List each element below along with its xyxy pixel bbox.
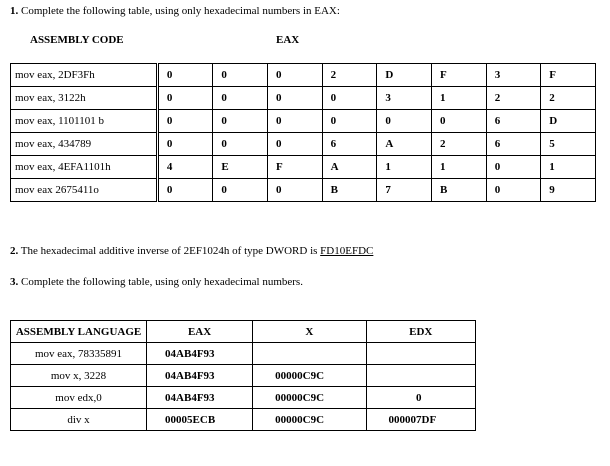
- question-3: [10, 276, 303, 288]
- question-1-text: Complete the following table, using only hexadecimal numbers in EAX:: [18, 5, 340, 17]
- question-3-text: Complete the following table, using only hexadecimal numbers.: [18, 276, 303, 288]
- question-1: [10, 5, 340, 17]
- table2-header-cell: X: [253, 321, 366, 343]
- hex-digit-cell: 0: [213, 87, 268, 110]
- table2-row: [11, 387, 476, 409]
- hex-digit-cell: 6: [486, 133, 541, 156]
- hex-digit-cell: 0: [268, 110, 323, 133]
- hex-digit-cell: 3: [377, 87, 432, 110]
- hex-digit-cell: F: [541, 64, 596, 87]
- assembly-instruction-cell: div x: [11, 409, 147, 431]
- question-1-number: 1.: [10, 5, 19, 17]
- question-2: [10, 245, 373, 257]
- register-value-cell: [366, 343, 475, 365]
- table1-row: [11, 64, 596, 87]
- assembly-code-cell: mov eax, 4EFA1101h: [11, 156, 158, 179]
- table2-header-cell: EDX: [366, 321, 475, 343]
- assembly-code-cell: mov eax, 2DF3Fh: [11, 64, 158, 87]
- assembly-instruction-cell: mov edx,0: [11, 387, 147, 409]
- register-value-cell: 00000C9C: [253, 365, 366, 387]
- assembly-code-cell: mov eax, 434789: [11, 133, 158, 156]
- hex-digit-cell: 0: [157, 64, 213, 87]
- table1-row: [11, 110, 596, 133]
- hex-digit-cell: 1: [377, 156, 432, 179]
- table1-row: [11, 156, 596, 179]
- hex-digit-cell: 0: [268, 87, 323, 110]
- hex-digit-cell: 0: [486, 179, 541, 202]
- table2-header-cell: EAX: [147, 321, 253, 343]
- hex-digit-cell: B: [432, 179, 487, 202]
- hex-digit-cell: 6: [322, 133, 377, 156]
- question-2-answer: FD10EFDC: [320, 245, 374, 257]
- hex-digit-cell: 4: [157, 156, 213, 179]
- assembly-code-cell: mov eax 2675411o: [11, 179, 158, 202]
- hex-digit-cell: 0: [268, 179, 323, 202]
- hex-digit-cell: 1: [432, 156, 487, 179]
- hex-digit-cell: E: [213, 156, 268, 179]
- hex-digit-cell: 1: [541, 156, 596, 179]
- hex-digit-cell: 0: [268, 133, 323, 156]
- table2-row: [11, 365, 476, 387]
- assembly-code-cell: mov eax, 1101101 b: [11, 110, 158, 133]
- hex-digit-cell: 0: [213, 110, 268, 133]
- hex-digit-cell: 6: [486, 110, 541, 133]
- table2-header-cell: ASSEMBLY LANGUAGE: [11, 321, 147, 343]
- hex-digit-cell: 0: [432, 110, 487, 133]
- register-value-cell: 000007DF: [366, 409, 475, 431]
- hex-digit-cell: 2: [486, 87, 541, 110]
- hex-digit-cell: 7: [377, 179, 432, 202]
- hex-digit-cell: 9: [541, 179, 596, 202]
- table1-row: [11, 87, 596, 110]
- registers-table: [10, 320, 476, 431]
- hex-digit-cell: 0: [157, 110, 213, 133]
- question-3-number: 3.: [10, 276, 19, 288]
- hex-digit-cell: 0: [213, 133, 268, 156]
- table2-row: [11, 343, 476, 365]
- hex-digit-cell: 2: [541, 87, 596, 110]
- hex-digit-cell: 0: [157, 87, 213, 110]
- hex-digit-cell: 0: [377, 110, 432, 133]
- hex-digit-cell: 0: [322, 110, 377, 133]
- assembly-code-cell: mov eax, 3122h: [11, 87, 158, 110]
- assembly-instruction-cell: mov eax, 78335891: [11, 343, 147, 365]
- table2-header-row: [11, 321, 476, 343]
- register-value-cell: 0: [366, 387, 475, 409]
- hex-digit-cell: 0: [213, 179, 268, 202]
- hex-digit-cell: 2: [322, 64, 377, 87]
- hex-digit-cell: 0: [486, 156, 541, 179]
- register-value-cell: 00000C9C: [253, 409, 366, 431]
- assembly-instruction-cell: mov x, 3228: [11, 365, 147, 387]
- register-value-cell: 04AB4F93: [147, 365, 253, 387]
- hex-digit-cell: 0: [213, 64, 268, 87]
- register-value-cell: 00005ECB: [147, 409, 253, 431]
- hex-digit-cell: A: [322, 156, 377, 179]
- hex-digit-cell: 5: [541, 133, 596, 156]
- table1-header-assembly-code: ASSEMBLY CODE: [30, 34, 124, 46]
- hex-digit-cell: D: [377, 64, 432, 87]
- table1-row: [11, 133, 596, 156]
- table1-row: [11, 179, 596, 202]
- hex-digit-cell: D: [541, 110, 596, 133]
- eax-hex-table: [10, 63, 596, 202]
- hex-digit-cell: 0: [268, 64, 323, 87]
- hex-digit-cell: 1: [432, 87, 487, 110]
- hex-digit-cell: B: [322, 179, 377, 202]
- table2-row: [11, 409, 476, 431]
- hex-digit-cell: 0: [157, 179, 213, 202]
- hex-digit-cell: 3: [486, 64, 541, 87]
- hex-digit-cell: 0: [322, 87, 377, 110]
- table1-header-eax: EAX: [276, 34, 300, 46]
- question-2-text: The hexadecimal additive inverse of 2EF1024h of type DWORD is: [18, 245, 321, 257]
- register-value-cell: 04AB4F93: [147, 387, 253, 409]
- hex-digit-cell: 2: [432, 133, 487, 156]
- hex-digit-cell: 0: [157, 133, 213, 156]
- hex-digit-cell: F: [432, 64, 487, 87]
- register-value-cell: 00000C9C: [253, 387, 366, 409]
- register-value-cell: [253, 343, 366, 365]
- hex-digit-cell: F: [268, 156, 323, 179]
- register-value-cell: [366, 365, 475, 387]
- question-2-number: 2.: [10, 245, 19, 257]
- hex-digit-cell: A: [377, 133, 432, 156]
- register-value-cell: 04AB4F93: [147, 343, 253, 365]
